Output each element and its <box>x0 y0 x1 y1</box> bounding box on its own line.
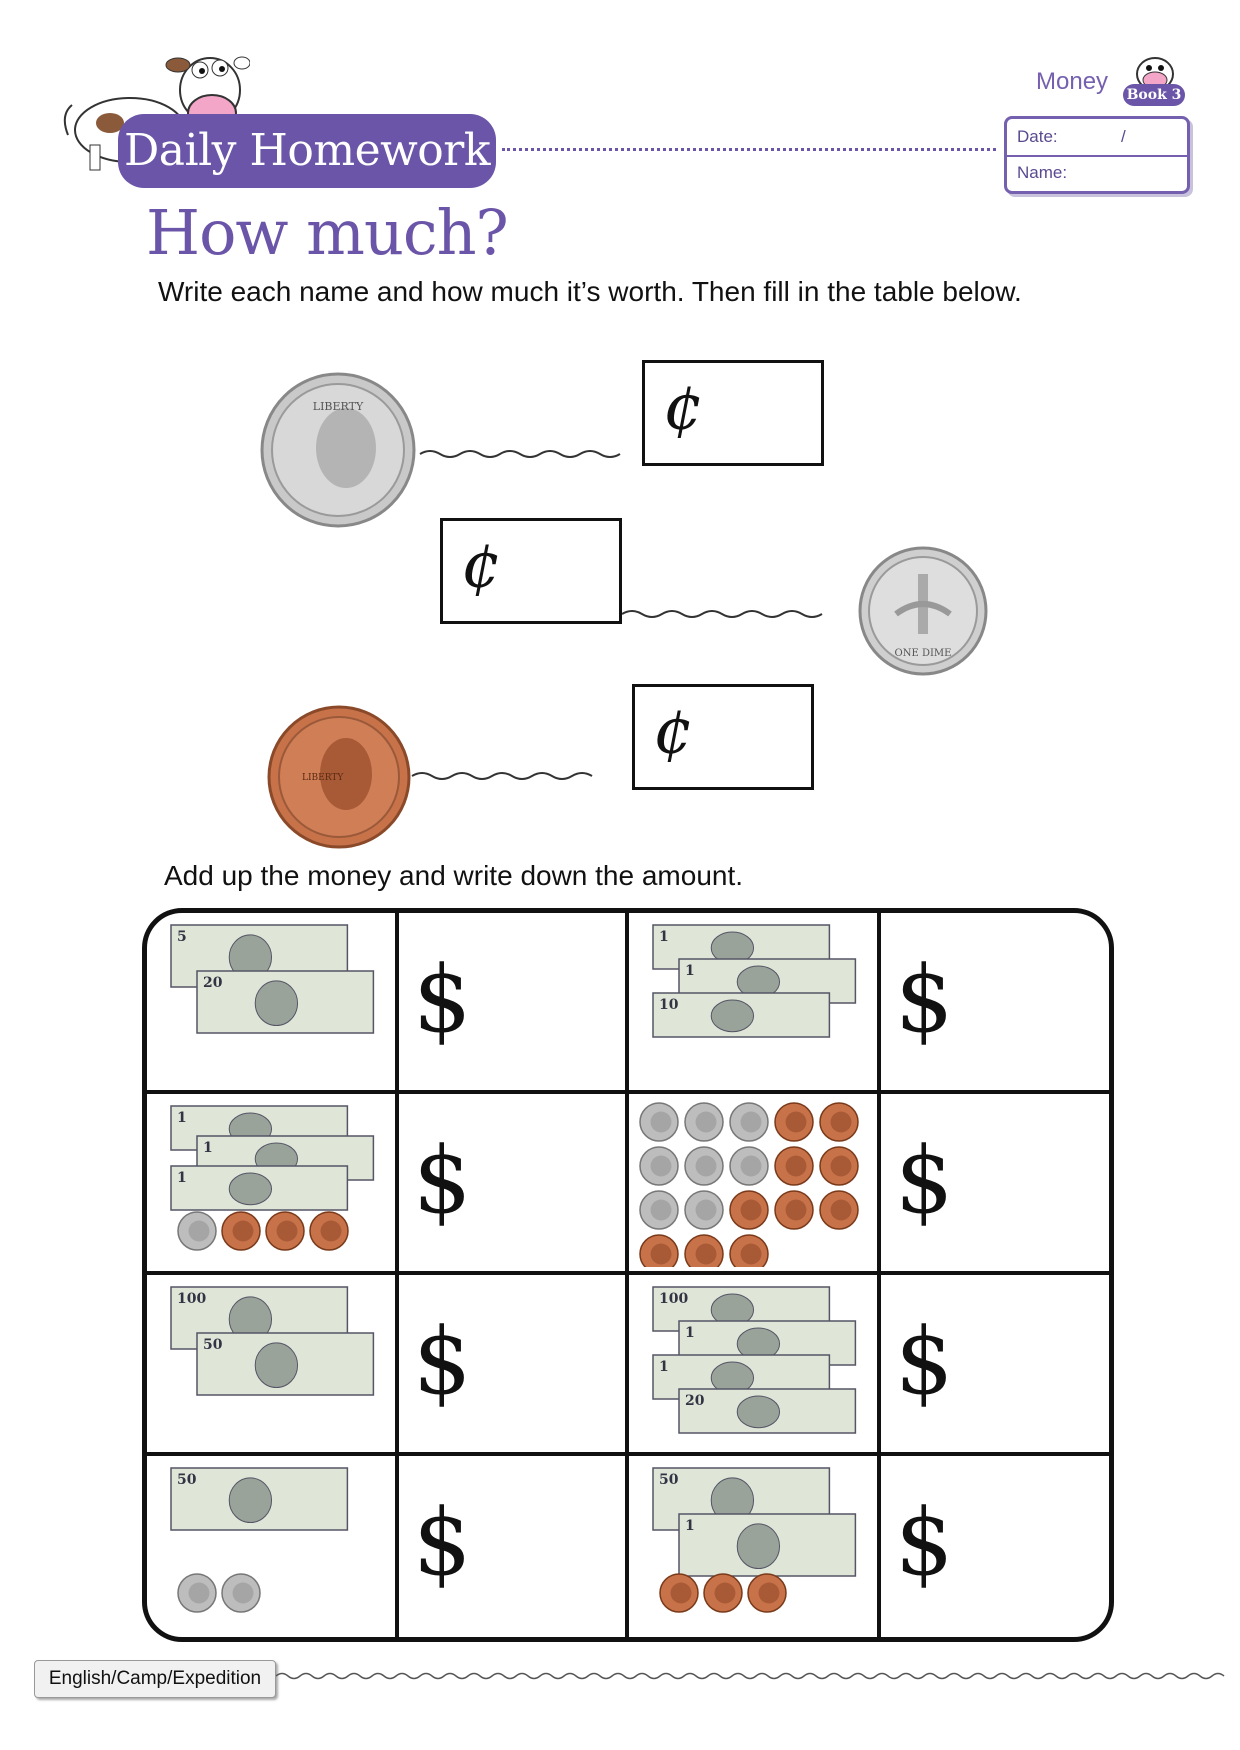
amount-answer-cell[interactable] <box>881 1456 1109 1637</box>
money-illustration <box>147 1094 391 1267</box>
penny-answer-box[interactable] <box>632 684 814 790</box>
bill-denomination: 1 <box>177 1170 187 1186</box>
money-picture-cell <box>629 1456 881 1637</box>
bill-denomination: 1 <box>203 1140 213 1156</box>
dime-coin-face <box>189 1221 210 1242</box>
penny-coin-face <box>741 1200 762 1221</box>
bill-denomination: 1 <box>685 963 695 979</box>
bill-1 <box>171 1166 347 1210</box>
money-picture-cell <box>147 1094 399 1275</box>
instructions-part2: Add up the money and write down the amount. <box>164 860 744 891</box>
money-picture-cell <box>147 1275 399 1456</box>
money-illustration <box>147 1275 391 1448</box>
nickel-coin-face <box>651 1112 672 1133</box>
bill-denomination: 5 <box>177 929 187 945</box>
footer-label: English/Camp/Expedition <box>34 1660 276 1698</box>
amount-answer-cell[interactable] <box>881 1275 1109 1456</box>
amount-answer-cell[interactable] <box>881 1094 1109 1275</box>
nickel-coin <box>258 370 418 530</box>
bill-denomination: 50 <box>203 1337 223 1353</box>
date-separator: / <box>1121 127 1126 146</box>
dime-coin-text: ONE DIME <box>894 648 952 659</box>
dollar-symbol: $ <box>895 1488 954 1596</box>
coin-connectors <box>0 0 1240 860</box>
nickel-answer-box[interactable] <box>642 360 824 466</box>
amount-answer-cell[interactable] <box>399 913 629 1094</box>
bill-denomination: 1 <box>177 1110 187 1126</box>
money-table-grid <box>147 913 1109 1637</box>
bill-20 <box>679 1389 855 1433</box>
bill-50 <box>197 1333 373 1395</box>
amount-answer-cell[interactable] <box>399 1456 629 1637</box>
nickel-coin-face <box>189 1583 210 1604</box>
dime-coin-face <box>741 1156 762 1177</box>
money-illustration <box>629 1456 873 1629</box>
dime-coin-face <box>696 1200 717 1221</box>
bill-1 <box>679 1514 855 1576</box>
penny-coin-face <box>715 1583 736 1604</box>
banner-title: Daily Homework <box>118 114 496 188</box>
penny-coin-text: LIBERTY <box>302 773 344 783</box>
money-table <box>142 908 1114 1642</box>
dollar-symbol: $ <box>895 1126 954 1234</box>
bill-denomination: 50 <box>659 1472 679 1488</box>
dime-coin <box>856 544 990 678</box>
penny-coin-face <box>786 1112 807 1133</box>
instructions-part1: Write each name and how much it’s worth. Then fill in the table below. <box>158 276 1022 307</box>
penny-coin-face <box>831 1200 852 1221</box>
bill-denomination: 1 <box>685 1518 695 1534</box>
nickel-coin-text: LIBERTY <box>312 400 364 413</box>
penny-coin-face <box>831 1112 852 1133</box>
money-picture-cell <box>629 1094 881 1275</box>
penny-coin <box>266 704 412 850</box>
page-title: How much? <box>146 196 508 269</box>
penny-coin-face <box>831 1156 852 1177</box>
penny-coin-face <box>651 1244 672 1265</box>
bill-denomination: 10 <box>659 997 679 1013</box>
penny-coin-face <box>321 1221 342 1242</box>
penny-coin-face <box>696 1244 717 1265</box>
bill-10 <box>653 993 829 1037</box>
bill-denomination: 20 <box>685 1393 705 1409</box>
book-badge: Book 3 <box>1123 84 1185 106</box>
bill-denomination: 50 <box>177 1472 197 1488</box>
money-picture-cell <box>629 913 881 1094</box>
penny-coin-face <box>233 1221 254 1242</box>
penny-coin-face <box>741 1244 762 1265</box>
dollar-symbol: $ <box>413 1488 472 1596</box>
bill-denomination: 1 <box>659 1359 669 1375</box>
amount-answer-cell[interactable] <box>399 1094 629 1275</box>
penny-coin-face <box>277 1221 298 1242</box>
amount-answer-cell[interactable] <box>399 1275 629 1456</box>
dime-coin-face <box>696 1156 717 1177</box>
name-label: Name: <box>1017 163 1068 182</box>
money-picture-cell <box>147 913 399 1094</box>
dollar-symbol: $ <box>895 945 954 1053</box>
bill-denomination: 1 <box>659 929 669 945</box>
bill-20 <box>197 971 373 1033</box>
dime-coin-face <box>741 1112 762 1133</box>
penny-coin-face <box>786 1156 807 1177</box>
money-illustration <box>629 1094 873 1267</box>
nickel-coin-face <box>651 1156 672 1177</box>
dollar-symbol: $ <box>895 1307 954 1415</box>
dime-coin-face <box>696 1112 717 1133</box>
money-illustration <box>629 1275 873 1448</box>
money-picture-cell <box>629 1275 881 1456</box>
dollar-symbol: $ <box>413 1307 472 1415</box>
bill-denomination: 1 <box>685 1325 695 1341</box>
dime-answer-box[interactable] <box>440 518 622 624</box>
nickel-coin-face <box>651 1200 672 1221</box>
penny-coin-face <box>759 1583 780 1604</box>
bill-denomination: 100 <box>659 1291 689 1307</box>
cent-symbol: ¢ <box>663 371 704 445</box>
penny-coin-face <box>786 1200 807 1221</box>
bill-denomination: 100 <box>177 1291 207 1307</box>
footer-wave <box>276 1670 1240 1682</box>
penny-coin-face <box>671 1583 692 1604</box>
money-illustration <box>147 1456 391 1629</box>
subject-label: Money <box>1036 68 1109 95</box>
dollar-symbol: $ <box>413 1126 472 1234</box>
money-illustration <box>629 913 873 1086</box>
bill-50 <box>171 1468 347 1530</box>
cent-symbol: ¢ <box>461 529 502 603</box>
money-picture-cell <box>147 1456 399 1637</box>
dollar-symbol: $ <box>413 945 472 1053</box>
date-label: Date: <box>1017 127 1058 146</box>
money-illustration <box>147 913 391 1086</box>
bill-denomination: 20 <box>203 975 223 991</box>
amount-answer-cell[interactable] <box>881 913 1109 1094</box>
nickel-coin-face <box>233 1583 254 1604</box>
cent-symbol: ¢ <box>653 695 694 769</box>
